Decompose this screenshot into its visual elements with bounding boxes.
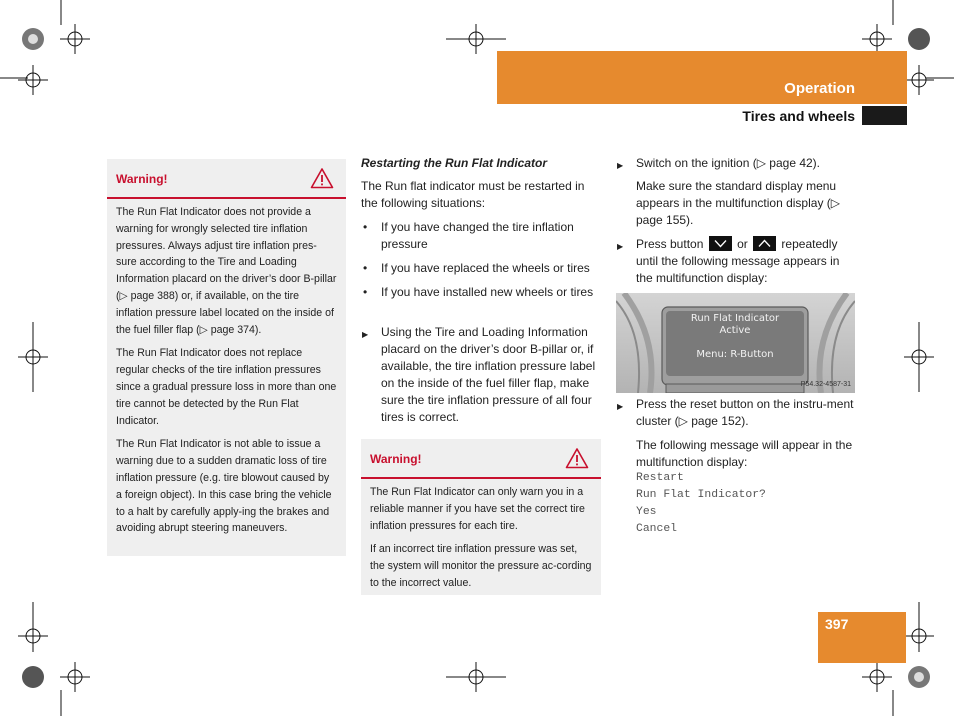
bullet-item: • If you have installed new wheels or tires [381,284,603,301]
message-line: Cancel [636,523,678,535]
warning-paragraph: The Run Flat Indicator can only warn you in a reliable manner if you have set the correct tire inflation pressures for each tire. [370,486,585,532]
warning-paragraph: The Run Flat Indicator is not able to issue a warning due to a sudden dramatic loss of tire inflation pressure (e.g. tire blowout caused by a foreign object). In this case bring the vehicle to a halt by carefully apply-ing the brakes and avoiding abrupt steering maneuvers. [116,438,332,535]
bullet-item: • If you have changed the tire inflation pressure [381,219,603,253]
section-title: Operation [784,80,855,97]
subsection-title: Tires and wheels [742,108,855,124]
warning-paragraph: If an incorrect tire inflation pressure was set, the system will monitor the pressure ac-cording to the incorrect value. [370,543,592,589]
step-item: ▶ Press the reset button on the instru-ment cluster (▷ page 152). [636,396,858,430]
step-text: or [737,237,748,251]
warning-box [107,159,346,556]
message-line: Run Flat Indicator? [636,489,766,501]
subsection-tab [862,106,907,125]
message-line: Restart [636,472,684,484]
warning-triangle-icon [565,447,589,469]
section-heading: Restarting the Run Flat Indicator [361,156,548,170]
step-item [636,236,858,287]
display-line-3: Menu: R-Button [696,349,774,360]
image-code: P54.32-4587-31 [800,381,851,388]
note-text: Make sure the standard display menu appears in the multifunction display (▷ page 155). [636,179,840,227]
step-item: ▶ Using the Tire and Loading Information placard on the driver’s door B-pillar or, if available, the tire inflation pressure label on the inside of the fuel filler flap, make sure the tire inflation pressure of all four tires is correct. [381,324,603,426]
display-message [636,470,836,538]
step-text: Press button [636,237,704,251]
warning-header [107,159,346,199]
instrument-cluster-graphic [616,293,855,393]
warning-triangle-icon [310,167,334,189]
warning-label: Warning! [370,452,422,466]
bullet-item: • If you have replaced the wheels or tires [381,260,606,277]
warning-paragraph: The Run Flat Indicator does not provide a warning for wrongly selected tire inflation pressures. Always adjust tire inflation pres-sure according to the Tire and Loading Information placard on the driver’s door B-pillar (▷ page 388) or, if available, on the tire inflation pressure label located on the inside of the fuel filler flap (▷ page 374). [116,206,337,336]
warning-paragraph: The Run Flat Indicator does not replace regular checks of the tire inflation pressures since a gradual pressure loss in more than one tire cannot be detected by the Run Flat Indicator. [116,347,337,427]
warning-header [361,439,601,479]
chevron-down-button-icon [709,236,732,251]
intro-text: The Run flat indicator must be restarted in the following situations: [361,179,585,210]
page-number: 397 [825,616,849,632]
display-line-1: Run Flat Indicator [690,313,780,324]
display-line-2: Active [719,325,751,336]
warning-box [361,439,601,595]
chevron-up-button-icon [753,236,776,251]
note-text: The following message will appear in the multifunction display: [636,438,853,469]
message-line: Yes [636,506,657,518]
warning-label: Warning! [116,172,168,186]
multifunction-display-image [616,293,855,393]
step-item: ▶ Switch on the ignition (▷ page 42). [636,155,856,172]
step-text: repeatedly until the following message appears in the multifunction display: [636,237,840,285]
